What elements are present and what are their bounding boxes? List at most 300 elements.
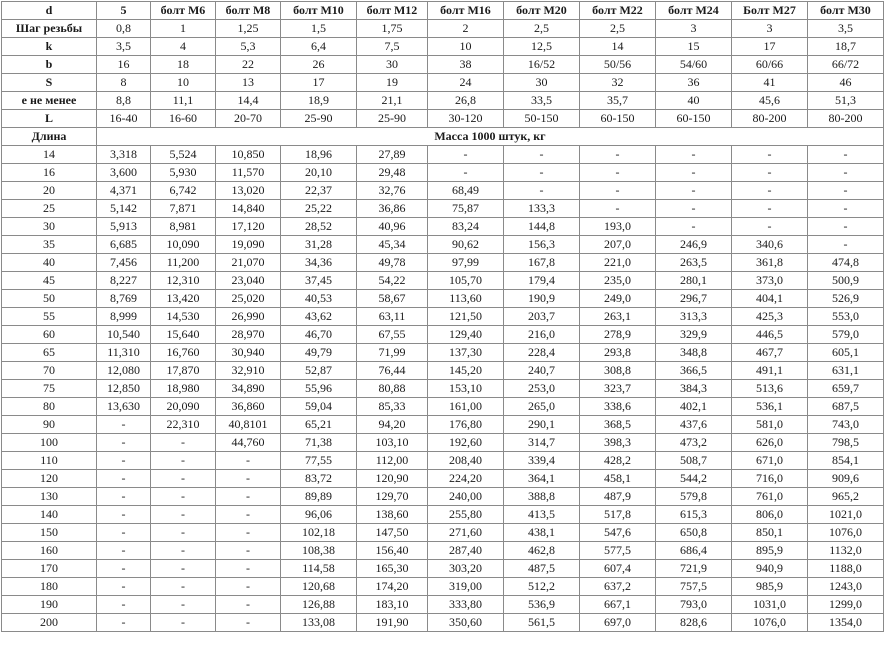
- length-cell: 100: [2, 434, 97, 452]
- mass-cell: 263,1: [580, 308, 656, 326]
- length-cell: 50: [2, 290, 97, 308]
- mass-cell: 3,600: [97, 164, 151, 182]
- mass-cell: 34,890: [216, 380, 281, 398]
- mass-cell: 26,990: [216, 308, 281, 326]
- mass-cell: -: [732, 200, 808, 218]
- mass-cell: -: [808, 218, 884, 236]
- mass-cell: 1188,0: [808, 560, 884, 578]
- mass-cell: 909,6: [808, 470, 884, 488]
- param-value: 14,4: [216, 92, 281, 110]
- mass-cell: 517,8: [580, 506, 656, 524]
- mass-cell: -: [216, 560, 281, 578]
- mass-cell: -: [97, 542, 151, 560]
- mass-cell: -: [97, 452, 151, 470]
- length-cell: 160: [2, 542, 97, 560]
- param-value: 1,25: [216, 20, 281, 38]
- param-value: 46: [808, 74, 884, 92]
- mass-cell: 793,0: [656, 596, 732, 614]
- param-value: 1,75: [357, 20, 428, 38]
- mass-cell: 192,60: [428, 434, 504, 452]
- bolt-mass-table: [1, 1, 884, 632]
- param-value: 36: [656, 74, 732, 92]
- mass-cell: 67,55: [357, 326, 428, 344]
- length-cell: 20: [2, 182, 97, 200]
- mass-cell: 85,33: [357, 398, 428, 416]
- mass-cell: 491,1: [732, 362, 808, 380]
- param-value: 54/60: [656, 56, 732, 74]
- mass-cell: 28,52: [281, 218, 357, 236]
- mass-cell: 581,0: [732, 416, 808, 434]
- mass-cell: 940,9: [732, 560, 808, 578]
- param-value: 3,5: [808, 20, 884, 38]
- mass-cell: 97,99: [428, 254, 504, 272]
- mass-cell: 49,79: [281, 344, 357, 362]
- mass-cell: 319,00: [428, 578, 504, 596]
- mass-cell: 83,24: [428, 218, 504, 236]
- mass-cell: 13,420: [151, 290, 216, 308]
- mass-cell: 75,87: [428, 200, 504, 218]
- param-value: 3,5: [97, 38, 151, 56]
- param-value: 14: [580, 38, 656, 56]
- param-row: [2, 56, 884, 74]
- mass-cell: 113,60: [428, 290, 504, 308]
- mass-cell: 89,89: [281, 488, 357, 506]
- mass-cell: -: [151, 452, 216, 470]
- mass-cell: -: [732, 218, 808, 236]
- mass-cell: 156,3: [504, 236, 580, 254]
- mass-cell: 129,70: [357, 488, 428, 506]
- param-value: 16: [97, 56, 151, 74]
- mass-cell: 508,7: [656, 452, 732, 470]
- length-cell: 35: [2, 236, 97, 254]
- column-header: болт М6: [151, 2, 216, 20]
- mass-cell: -: [732, 182, 808, 200]
- table-row: [2, 506, 884, 524]
- mass-cell: 364,1: [504, 470, 580, 488]
- mass-cell: 221,0: [580, 254, 656, 272]
- mass-cell: 348,8: [656, 344, 732, 362]
- mass-cell: -: [216, 524, 281, 542]
- mass-cell: 413,5: [504, 506, 580, 524]
- param-value: 16-40: [97, 110, 151, 128]
- mass-cell: 536,9: [504, 596, 580, 614]
- mass-cell: 8,999: [97, 308, 151, 326]
- mass-cell: 190,9: [504, 290, 580, 308]
- mass-cell: 5,142: [97, 200, 151, 218]
- param-row: [2, 38, 884, 56]
- mass-cell: 174,20: [357, 578, 428, 596]
- mass-cell: 120,68: [281, 578, 357, 596]
- mass-cell: 216,0: [504, 326, 580, 344]
- mass-cell: 129,40: [428, 326, 504, 344]
- mass-cell: 83,72: [281, 470, 357, 488]
- param-value: 0,8: [97, 20, 151, 38]
- mass-cell: -: [428, 164, 504, 182]
- mass-cell: -: [216, 614, 281, 632]
- length-cell: 65: [2, 344, 97, 362]
- mass-cell: 37,45: [281, 272, 357, 290]
- param-value: 30: [357, 56, 428, 74]
- mass-cell: 265,0: [504, 398, 580, 416]
- table-row: [2, 308, 884, 326]
- mass-cell: 1299,0: [808, 596, 884, 614]
- table-row: [2, 344, 884, 362]
- param-label: L: [2, 110, 97, 128]
- table-row: [2, 236, 884, 254]
- mass-cell: -: [808, 200, 884, 218]
- param-value: 3: [732, 20, 808, 38]
- mass-cell: 806,0: [732, 506, 808, 524]
- mass-cell: -: [808, 146, 884, 164]
- mass-cell: 6,685: [97, 236, 151, 254]
- mass-cell: 235,0: [580, 272, 656, 290]
- param-value: 18,7: [808, 38, 884, 56]
- mass-cell: 12,850: [97, 380, 151, 398]
- mass-cell: 161,00: [428, 398, 504, 416]
- mass-cell: -: [732, 164, 808, 182]
- mass-cell: 637,2: [580, 578, 656, 596]
- mass-cell: 167,8: [504, 254, 580, 272]
- mass-cell: -: [656, 182, 732, 200]
- mass-cell: 156,40: [357, 542, 428, 560]
- table-row: [2, 596, 884, 614]
- mass-cell: 398,3: [580, 434, 656, 452]
- mass-cell: 278,9: [580, 326, 656, 344]
- mass-cell: 6,742: [151, 182, 216, 200]
- mass-cell: 21,070: [216, 254, 281, 272]
- mass-cell: 716,0: [732, 470, 808, 488]
- mass-cell: 176,80: [428, 416, 504, 434]
- mass-cell: 350,60: [428, 614, 504, 632]
- mass-cell: 761,0: [732, 488, 808, 506]
- mass-cell: 3,318: [97, 146, 151, 164]
- mass-cell: 263,5: [656, 254, 732, 272]
- mass-cell: 112,00: [357, 452, 428, 470]
- mass-cell: 80,88: [357, 380, 428, 398]
- param-label: е не менее: [2, 92, 97, 110]
- param-value: 1,5: [281, 20, 357, 38]
- mass-cell: -: [97, 416, 151, 434]
- length-cell: 60: [2, 326, 97, 344]
- param-row: [2, 74, 884, 92]
- table-row: [2, 470, 884, 488]
- mass-cell: 329,9: [656, 326, 732, 344]
- mass-cell: 36,860: [216, 398, 281, 416]
- param-value: 8: [97, 74, 151, 92]
- mass-cell: 59,04: [281, 398, 357, 416]
- param-value: 5,3: [216, 38, 281, 56]
- mass-cell: 17,120: [216, 218, 281, 236]
- param-value: 80-200: [732, 110, 808, 128]
- mass-cell: 323,7: [580, 380, 656, 398]
- length-cell: 75: [2, 380, 97, 398]
- length-cell: 90: [2, 416, 97, 434]
- mass-cell: 404,1: [732, 290, 808, 308]
- mass-cell: 366,5: [656, 362, 732, 380]
- mass-cell: -: [732, 146, 808, 164]
- length-cell: 45: [2, 272, 97, 290]
- mass-cell: -: [151, 614, 216, 632]
- param-value: 40: [656, 92, 732, 110]
- param-value: 41: [732, 74, 808, 92]
- mass-header: Масса 1000 штук, кг: [97, 128, 884, 146]
- mass-cell: -: [808, 164, 884, 182]
- mass-cell: -: [216, 578, 281, 596]
- param-value: 30-120: [428, 110, 504, 128]
- mass-cell: 249,0: [580, 290, 656, 308]
- mass-cell: 605,1: [808, 344, 884, 362]
- mass-cell: -: [97, 596, 151, 614]
- mass-cell: 314,7: [504, 434, 580, 452]
- table-row: [2, 218, 884, 236]
- mass-cell: -: [97, 614, 151, 632]
- mass-cell: 721,9: [656, 560, 732, 578]
- mass-cell: 255,80: [428, 506, 504, 524]
- mass-cell: 208,40: [428, 452, 504, 470]
- param-value: 25-90: [357, 110, 428, 128]
- param-value: 16/52: [504, 56, 580, 74]
- mass-cell: -: [656, 218, 732, 236]
- mass-cell: 4,371: [97, 182, 151, 200]
- mass-cell: 22,310: [151, 416, 216, 434]
- mass-cell: 313,3: [656, 308, 732, 326]
- mass-cell: 14,840: [216, 200, 281, 218]
- mass-cell: -: [216, 542, 281, 560]
- param-value: 60/66: [732, 56, 808, 74]
- length-header: Длина: [2, 128, 97, 146]
- param-value: 13: [216, 74, 281, 92]
- param-value: 15: [656, 38, 732, 56]
- mass-cell: 373,0: [732, 272, 808, 290]
- mass-cell: 43,62: [281, 308, 357, 326]
- table-row: [2, 452, 884, 470]
- mass-cell: 743,0: [808, 416, 884, 434]
- mass-cell: 5,930: [151, 164, 216, 182]
- mass-cell: 340,6: [732, 236, 808, 254]
- mass-cell: 54,22: [357, 272, 428, 290]
- table-row: [2, 434, 884, 452]
- mass-cell: 19,090: [216, 236, 281, 254]
- column-header: 5: [97, 2, 151, 20]
- mass-cell: 467,7: [732, 344, 808, 362]
- param-value: 26,8: [428, 92, 504, 110]
- param-value: 2,5: [504, 20, 580, 38]
- mass-cell: 108,38: [281, 542, 357, 560]
- column-header: болт М16: [428, 2, 504, 20]
- mass-cell: 27,89: [357, 146, 428, 164]
- mass-cell: 1243,0: [808, 578, 884, 596]
- mass-cell: 293,8: [580, 344, 656, 362]
- mass-cell: 1132,0: [808, 542, 884, 560]
- mass-cell: -: [808, 182, 884, 200]
- mass-cell: 965,2: [808, 488, 884, 506]
- table-row: [2, 254, 884, 272]
- mass-cell: 462,8: [504, 542, 580, 560]
- mass-cell: 388,8: [504, 488, 580, 506]
- mass-cell: 384,3: [656, 380, 732, 398]
- mass-cell: 303,20: [428, 560, 504, 578]
- mass-cell: 828,6: [656, 614, 732, 632]
- mass-cell: -: [580, 182, 656, 200]
- mass-cell: 22,37: [281, 182, 357, 200]
- length-cell: 80: [2, 398, 97, 416]
- table-row: [2, 380, 884, 398]
- param-value: 51,3: [808, 92, 884, 110]
- mass-cell: -: [151, 524, 216, 542]
- mass-cell: 13,630: [97, 398, 151, 416]
- length-cell: 180: [2, 578, 97, 596]
- table-row: [2, 362, 884, 380]
- mass-cell: 183,10: [357, 596, 428, 614]
- param-value: 26: [281, 56, 357, 74]
- table-row: [2, 290, 884, 308]
- mass-cell: 757,5: [656, 578, 732, 596]
- mass-cell: 12,310: [151, 272, 216, 290]
- param-value: 22: [216, 56, 281, 74]
- param-value: 10: [428, 38, 504, 56]
- mass-cell: 11,570: [216, 164, 281, 182]
- mass-cell: -: [216, 470, 281, 488]
- mass-cell: 71,99: [357, 344, 428, 362]
- length-cell: 130: [2, 488, 97, 506]
- mass-cell: 28,970: [216, 326, 281, 344]
- mass-cell: 90,62: [428, 236, 504, 254]
- header-row: [2, 2, 884, 20]
- mass-cell: 228,4: [504, 344, 580, 362]
- mass-cell: 473,2: [656, 434, 732, 452]
- mass-cell: -: [97, 506, 151, 524]
- mass-cell: 10,090: [151, 236, 216, 254]
- mass-cell: 487,9: [580, 488, 656, 506]
- mass-cell: -: [151, 560, 216, 578]
- param-label: S: [2, 74, 97, 92]
- param-value: 20-70: [216, 110, 281, 128]
- param-row: [2, 92, 884, 110]
- length-cell: 30: [2, 218, 97, 236]
- mass-cell: 120,90: [357, 470, 428, 488]
- mass-header-row: [2, 128, 884, 146]
- mass-cell: 1031,0: [732, 596, 808, 614]
- param-row: [2, 20, 884, 38]
- param-value: 10: [151, 74, 216, 92]
- mass-cell: 15,640: [151, 326, 216, 344]
- mass-cell: 11,200: [151, 254, 216, 272]
- column-header: Болт М27: [732, 2, 808, 20]
- mass-cell: -: [216, 596, 281, 614]
- mass-cell: 579,0: [808, 326, 884, 344]
- mass-cell: 96,06: [281, 506, 357, 524]
- mass-cell: 1021,0: [808, 506, 884, 524]
- mass-cell: 437,6: [656, 416, 732, 434]
- param-value: 6,4: [281, 38, 357, 56]
- mass-cell: 854,1: [808, 452, 884, 470]
- mass-cell: 34,36: [281, 254, 357, 272]
- mass-cell: 246,9: [656, 236, 732, 254]
- mass-cell: 428,2: [580, 452, 656, 470]
- mass-cell: 687,5: [808, 398, 884, 416]
- mass-cell: 338,6: [580, 398, 656, 416]
- mass-cell: 102,18: [281, 524, 357, 542]
- column-header: болт М24: [656, 2, 732, 20]
- mass-cell: 271,60: [428, 524, 504, 542]
- table-row: [2, 542, 884, 560]
- mass-cell: 280,1: [656, 272, 732, 290]
- mass-cell: 133,3: [504, 200, 580, 218]
- param-value: 45,6: [732, 92, 808, 110]
- table-row: [2, 182, 884, 200]
- mass-cell: -: [97, 488, 151, 506]
- mass-cell: 58,67: [357, 290, 428, 308]
- mass-cell: 240,7: [504, 362, 580, 380]
- mass-cell: 103,10: [357, 434, 428, 452]
- mass-cell: 40,53: [281, 290, 357, 308]
- mass-cell: 17,870: [151, 362, 216, 380]
- mass-cell: 7,456: [97, 254, 151, 272]
- mass-cell: 77,55: [281, 452, 357, 470]
- mass-cell: 133,08: [281, 614, 357, 632]
- table-row: [2, 326, 884, 344]
- mass-cell: 895,9: [732, 542, 808, 560]
- mass-cell: -: [151, 434, 216, 452]
- mass-cell: 697,0: [580, 614, 656, 632]
- mass-cell: 165,30: [357, 560, 428, 578]
- length-cell: 120: [2, 470, 97, 488]
- mass-cell: -: [151, 488, 216, 506]
- mass-cell: 626,0: [732, 434, 808, 452]
- mass-cell: 8,227: [97, 272, 151, 290]
- table-row: [2, 524, 884, 542]
- param-value: 21,1: [357, 92, 428, 110]
- mass-cell: -: [216, 452, 281, 470]
- mass-cell: 30,940: [216, 344, 281, 362]
- mass-cell: 105,70: [428, 272, 504, 290]
- mass-cell: 40,8101: [216, 416, 281, 434]
- mass-cell: 29,48: [357, 164, 428, 182]
- mass-cell: 667,1: [580, 596, 656, 614]
- length-cell: 16: [2, 164, 97, 182]
- mass-cell: 798,5: [808, 434, 884, 452]
- mass-cell: 402,1: [656, 398, 732, 416]
- param-value: 50-150: [504, 110, 580, 128]
- column-header: d: [2, 2, 97, 20]
- mass-cell: 44,760: [216, 434, 281, 452]
- mass-cell: 12,080: [97, 362, 151, 380]
- mass-cell: -: [216, 488, 281, 506]
- mass-cell: 253,0: [504, 380, 580, 398]
- param-value: 18: [151, 56, 216, 74]
- mass-cell: 71,38: [281, 434, 357, 452]
- mass-cell: -: [97, 578, 151, 596]
- param-value: 32: [580, 74, 656, 92]
- length-cell: 110: [2, 452, 97, 470]
- mass-cell: -: [97, 524, 151, 542]
- param-value: 17: [281, 74, 357, 92]
- mass-cell: -: [656, 146, 732, 164]
- length-cell: 55: [2, 308, 97, 326]
- param-value: 35,7: [580, 92, 656, 110]
- mass-cell: 16,760: [151, 344, 216, 362]
- mass-cell: -: [428, 146, 504, 164]
- param-value: 16-60: [151, 110, 216, 128]
- length-cell: 14: [2, 146, 97, 164]
- param-value: 25-90: [281, 110, 357, 128]
- param-value: 17: [732, 38, 808, 56]
- mass-cell: -: [97, 560, 151, 578]
- mass-cell: -: [216, 506, 281, 524]
- mass-cell: 55,96: [281, 380, 357, 398]
- param-value: 24: [428, 74, 504, 92]
- mass-cell: 487,5: [504, 560, 580, 578]
